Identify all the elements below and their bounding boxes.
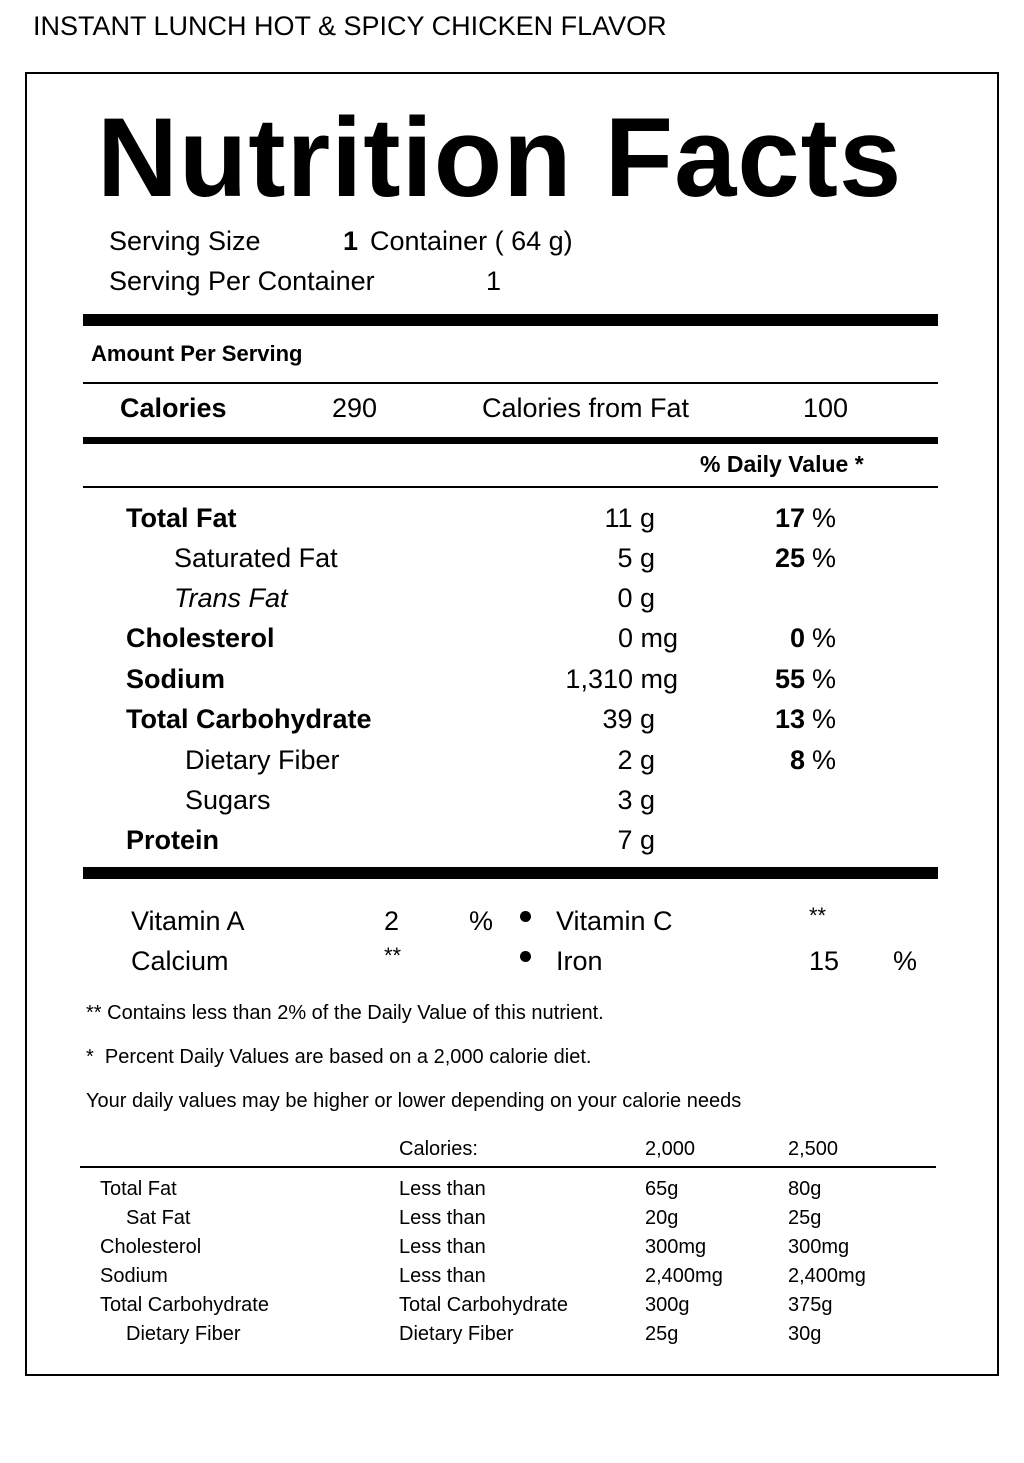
calories-value: 290 [332,393,378,423]
percent-sign: % [812,503,837,533]
nutrient-daily-value: 55 [774,664,805,694]
table-row-value-2000: 20g [645,1207,679,1229]
table-row-name: Cholesterol [100,1236,202,1258]
percent-sign: % [812,745,837,775]
percent-sign: % [893,946,918,976]
daily-value-header: % Daily Value * [700,451,864,477]
table-row-value-2500: 300mg [788,1236,850,1258]
vitamin-a-value: 2 [384,906,400,936]
percent-sign: % [812,664,837,694]
serving-size-unit: Container ( 64 g) [370,226,573,256]
table-row-value-2500: 25g [788,1207,822,1229]
nutrient-amount: 39 g [602,704,655,734]
table-row-qualifier: Less than [399,1236,486,1258]
table-row-qualifier: Less than [399,1207,486,1229]
table-row-value-2000: 2,400mg [645,1265,723,1287]
calcium-value: ** [384,943,402,968]
table-row-name: Total Carbohydrate [100,1294,269,1316]
table-header-label: Calories: [399,1138,478,1160]
nutrient-name: Sodium [126,664,225,694]
percent-sign: % [812,543,837,573]
nutrient-amount: 0 mg [617,623,678,653]
nutrient-amount: 7 g [617,825,655,855]
nutrient-name: Total Fat [126,503,237,533]
serving-size-qty: 1 [343,226,359,256]
nutrient-daily-value: 13 [774,704,805,734]
calories-label: Calories [120,393,227,423]
nutrient-name: Cholesterol [126,623,275,653]
thick-divider [83,314,938,326]
nutrient-name: Total Carbohydrate [126,704,372,734]
nutrient-name: Dietary Fiber [185,745,340,775]
servings-per-container-label: Serving Per Container [109,266,375,296]
vitamin-a-label: Vitamin A [131,906,245,936]
nutrient-daily-value: 0 [789,623,805,653]
thin-divider [83,486,938,488]
bullet-icon [520,911,531,922]
table-row-value-2500: 30g [788,1323,822,1345]
product-title: INSTANT LUNCH HOT & SPICY CHICKEN FLAVOR [33,11,667,41]
table-row-value-2000: 300g [645,1294,690,1316]
percent-sign: % [469,906,494,936]
nutrient-amount: 1,310 mg [565,664,678,694]
nutrient-name: Sugars [185,785,271,815]
serving-size-label: Serving Size [109,226,261,256]
footnote: * Percent Daily Values are based on a 2,000 calorie diet. [86,1046,592,1068]
nutrient-daily-value: 17 [774,503,805,533]
nutrient-name: Saturated Fat [174,543,338,573]
table-row-value-2000: 300mg [645,1236,707,1258]
table-row-value-2500: 2,400mg [788,1265,866,1287]
table-row-qualifier: Less than [399,1178,486,1200]
table-row-name: Total Fat [100,1178,177,1200]
calories-from-fat-value: 100 [803,393,849,423]
table-row-name: Dietary Fiber [126,1323,241,1345]
label-title: Nutrition Facts [97,95,903,220]
table-row-qualifier: Dietary Fiber [399,1323,514,1345]
table-row-name: Sat Fat [126,1207,191,1229]
table-divider [80,1166,936,1168]
calcium-label: Calcium [131,946,229,976]
servings-per-container-value: 1 [486,266,502,296]
table-row-value-2000: 25g [645,1323,679,1345]
nutrient-name: Protein [126,825,220,855]
percent-sign: % [812,623,837,653]
table-row-qualifier: Less than [399,1265,486,1287]
footnote: ** Contains less than 2% of the Daily Value of this nutrient. [86,1002,604,1024]
table-row-value-2500: 80g [788,1178,822,1200]
nutrient-amount: 11 g [604,503,655,533]
nutrient-amount: 0 g [617,583,655,613]
iron-label: Iron [556,946,603,976]
footnote: Your daily values may be higher or lower depending on your calorie needs [86,1090,742,1112]
nutrient-name: Trans Fat [174,583,288,613]
vitamin-c-label: Vitamin C [556,906,673,936]
table-row-qualifier: Total Carbohydrate [399,1294,568,1316]
amount-per-serving: Amount Per Serving [91,341,303,366]
thick-divider [83,867,938,879]
medium-divider [83,437,938,444]
table-row-value-2500: 375g [788,1294,833,1316]
nutrient-amount: 5 g [617,543,655,573]
nutrient-amount: 3 g [617,785,655,815]
nutrient-daily-value: 25 [774,543,805,573]
iron-value: 15 [809,946,840,976]
table-row-name: Sodium [100,1265,168,1287]
table-header-2000: 2,000 [645,1138,696,1160]
table-row-value-2000: 65g [645,1178,679,1200]
nutrient-daily-value: 8 [789,745,805,775]
percent-sign: % [812,704,837,734]
thin-divider [83,382,938,384]
table-header-2500: 2,500 [788,1138,839,1160]
bullet-icon [520,951,531,962]
nutrient-amount: 2 g [617,745,655,775]
calories-from-fat-label: Calories from Fat [482,393,690,423]
vitamin-c-value: ** [809,903,827,928]
